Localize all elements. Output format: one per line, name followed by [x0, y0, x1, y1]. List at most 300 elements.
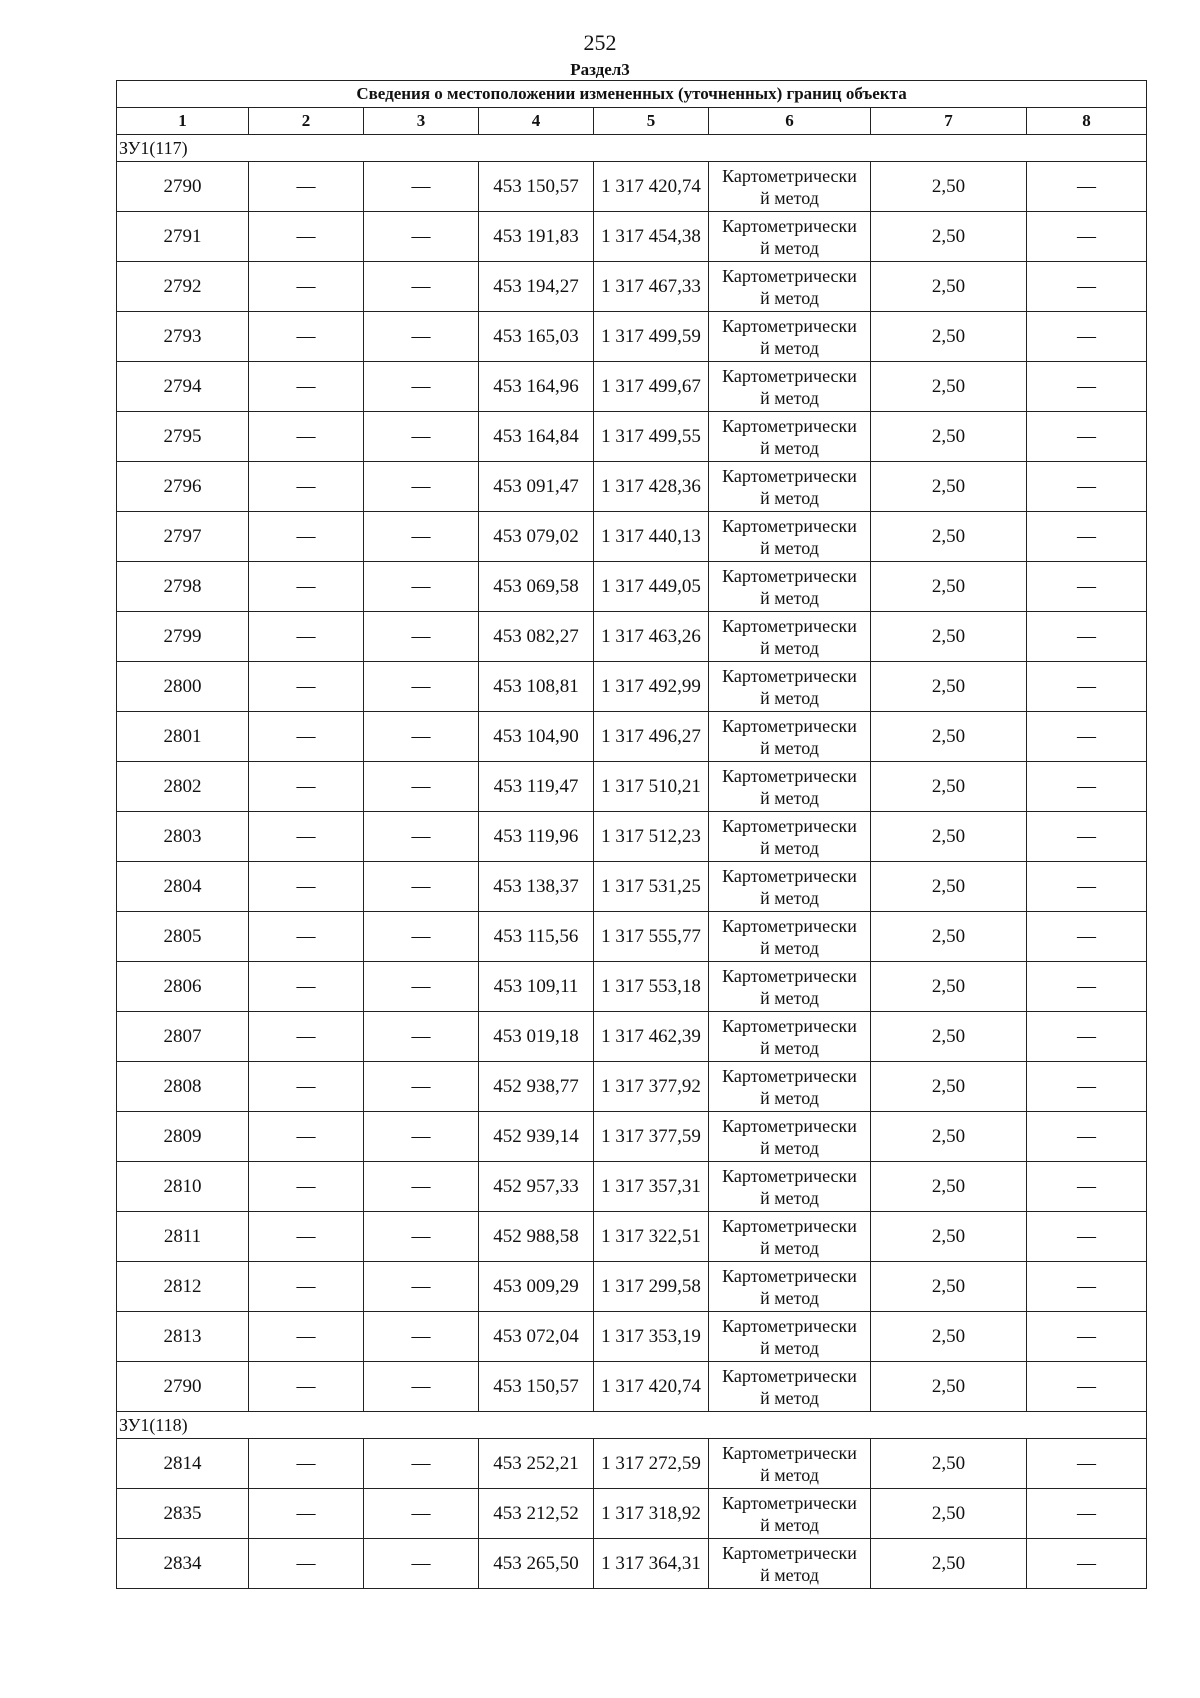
column-2-cell: —: [249, 262, 364, 312]
coordinate-x-cell: 453 091,47: [479, 462, 594, 512]
point-number-cell: 2790: [117, 162, 249, 212]
column-3-cell: —: [364, 1112, 479, 1162]
point-number-cell: 2804: [117, 862, 249, 912]
method-cell: [709, 1362, 871, 1412]
coordinate-x-cell: 453 138,37: [479, 862, 594, 912]
method-cell: [709, 962, 871, 1012]
method-cell: [709, 1439, 871, 1489]
method-cell: [709, 512, 871, 562]
coordinate-x-cell: 453 119,96: [479, 812, 594, 862]
coordinate-y-cell: 1 317 353,19: [594, 1312, 709, 1362]
table-row: [117, 412, 1147, 462]
method-line-2: й метод: [760, 1564, 819, 1585]
accuracy-cell: 2,50: [871, 1312, 1027, 1362]
column-header: 5: [594, 108, 709, 135]
column-3-cell: —: [364, 912, 479, 962]
column-8-cell: —: [1027, 762, 1147, 812]
column-header: 8: [1027, 108, 1147, 135]
coordinate-x-cell: 453 165,03: [479, 312, 594, 362]
method-cell: [709, 1062, 871, 1112]
group-row: [117, 1412, 1147, 1439]
coordinate-x-cell: 453 194,27: [479, 262, 594, 312]
column-8-cell: —: [1027, 1312, 1147, 1362]
table-row: [117, 812, 1147, 862]
point-number-cell: 2801: [117, 712, 249, 762]
method-line-1: Картометрически: [722, 1492, 857, 1513]
accuracy-cell: 2,50: [871, 712, 1027, 762]
method-line-2: й метод: [760, 1187, 819, 1208]
column-8-cell: —: [1027, 812, 1147, 862]
table-row: [117, 862, 1147, 912]
column-3-cell: —: [364, 1362, 479, 1412]
accuracy-cell: 2,50: [871, 562, 1027, 612]
coordinate-x-cell: 453 082,27: [479, 612, 594, 662]
column-3-cell: —: [364, 262, 479, 312]
column-8-cell: —: [1027, 1362, 1147, 1412]
column-3-cell: —: [364, 462, 479, 512]
method-line-1: Картометрически: [722, 1442, 857, 1463]
point-number-cell: 2798: [117, 562, 249, 612]
method-line-1: Картометрически: [722, 765, 857, 786]
coordinate-y-cell: 1 317 364,31: [594, 1539, 709, 1589]
method-line-2: й метод: [760, 187, 819, 208]
method-cell: [709, 1212, 871, 1262]
column-3-cell: —: [364, 662, 479, 712]
column-header: 1: [117, 108, 249, 135]
accuracy-cell: 2,50: [871, 1012, 1027, 1062]
column-3-cell: —: [364, 1312, 479, 1362]
table-row: [117, 1312, 1147, 1362]
table-row: [117, 1362, 1147, 1412]
column-2-cell: —: [249, 1162, 364, 1212]
point-number-cell: 2791: [117, 212, 249, 262]
column-3-cell: —: [364, 412, 479, 462]
column-8-cell: —: [1027, 612, 1147, 662]
accuracy-cell: 2,50: [871, 1539, 1027, 1589]
column-2-cell: —: [249, 662, 364, 712]
column-3-cell: —: [364, 612, 479, 662]
method-line-2: й метод: [760, 237, 819, 258]
point-number-cell: 2835: [117, 1489, 249, 1539]
method-cell: [709, 312, 871, 362]
method-line-1: Картометрически: [722, 1315, 857, 1336]
column-8-cell: —: [1027, 1262, 1147, 1312]
method-line-2: й метод: [760, 687, 819, 708]
method-cell: [709, 1539, 871, 1589]
method-line-1: Картометрически: [722, 315, 857, 336]
column-2-cell: —: [249, 1362, 364, 1412]
table-row: [117, 1439, 1147, 1489]
method-cell: [709, 1312, 871, 1362]
point-number-cell: 2797: [117, 512, 249, 562]
point-number-cell: 2814: [117, 1439, 249, 1489]
column-8-cell: —: [1027, 1062, 1147, 1112]
column-2-cell: —: [249, 912, 364, 962]
column-3-cell: —: [364, 1012, 479, 1062]
column-2-cell: —: [249, 162, 364, 212]
coordinate-x-cell: 452 938,77: [479, 1062, 594, 1112]
coordinate-x-cell: 453 150,57: [479, 162, 594, 212]
column-3-cell: —: [364, 1162, 479, 1212]
table-row: [117, 612, 1147, 662]
method-line-1: Картометрически: [722, 1165, 857, 1186]
method-line-1: Картометрически: [722, 815, 857, 836]
accuracy-cell: 2,50: [871, 512, 1027, 562]
method-cell: [709, 762, 871, 812]
column-8-cell: —: [1027, 1489, 1147, 1539]
coordinate-x-cell: 453 164,96: [479, 362, 594, 412]
column-3-cell: —: [364, 862, 479, 912]
method-cell: [709, 662, 871, 712]
column-3-cell: —: [364, 162, 479, 212]
accuracy-cell: 2,50: [871, 1362, 1027, 1412]
coordinate-y-cell: 1 317 377,59: [594, 1112, 709, 1162]
column-3-cell: —: [364, 962, 479, 1012]
coordinate-y-cell: 1 317 420,74: [594, 162, 709, 212]
column-2-cell: —: [249, 1262, 364, 1312]
column-8-cell: —: [1027, 1012, 1147, 1062]
table-row: [117, 962, 1147, 1012]
column-2-cell: —: [249, 1439, 364, 1489]
table-row: [117, 362, 1147, 412]
column-2-cell: —: [249, 1212, 364, 1262]
group-label: ЗУ1(118): [117, 1412, 1147, 1439]
coordinate-x-cell: 453 212,52: [479, 1489, 594, 1539]
method-cell: [709, 262, 871, 312]
method-line-2: й метод: [760, 437, 819, 458]
table-row: [117, 1112, 1147, 1162]
method-line-2: й метод: [760, 737, 819, 758]
coordinate-y-cell: 1 317 377,92: [594, 1062, 709, 1112]
coordinate-x-cell: 453 119,47: [479, 762, 594, 812]
column-2-cell: —: [249, 812, 364, 862]
method-cell: [709, 812, 871, 862]
coordinate-y-cell: 1 317 499,55: [594, 412, 709, 462]
column-2-cell: —: [249, 1312, 364, 1362]
point-number-cell: 2813: [117, 1312, 249, 1362]
table-row: [117, 262, 1147, 312]
column-3-cell: —: [364, 712, 479, 762]
accuracy-cell: 2,50: [871, 662, 1027, 712]
method-cell: [709, 1489, 871, 1539]
column-8-cell: —: [1027, 312, 1147, 362]
method-line-2: й метод: [760, 1387, 819, 1408]
point-number-cell: 2795: [117, 412, 249, 462]
accuracy-cell: 2,50: [871, 1489, 1027, 1539]
column-3-cell: —: [364, 1262, 479, 1312]
method-line-2: й метод: [760, 387, 819, 408]
coordinate-x-cell: 453 109,11: [479, 962, 594, 1012]
method-line-1: Картометрически: [722, 515, 857, 536]
column-8-cell: —: [1027, 262, 1147, 312]
accuracy-cell: 2,50: [871, 1439, 1027, 1489]
column-8-cell: —: [1027, 912, 1147, 962]
accuracy-cell: 2,50: [871, 362, 1027, 412]
method-cell: [709, 562, 871, 612]
coordinate-y-cell: 1 317 322,51: [594, 1212, 709, 1262]
accuracy-cell: 2,50: [871, 412, 1027, 462]
coordinates-table: [116, 80, 1147, 1589]
point-number-cell: 2808: [117, 1062, 249, 1112]
method-line-2: й метод: [760, 637, 819, 658]
point-number-cell: 2796: [117, 462, 249, 512]
table-row: [117, 212, 1147, 262]
column-2-cell: —: [249, 862, 364, 912]
method-line-1: Картометрически: [722, 465, 857, 486]
coordinate-y-cell: 1 317 454,38: [594, 212, 709, 262]
column-2-cell: —: [249, 1012, 364, 1062]
table-row: [117, 1262, 1147, 1312]
point-number-cell: 2793: [117, 312, 249, 362]
coordinate-x-cell: 453 164,84: [479, 412, 594, 462]
column-8-cell: —: [1027, 562, 1147, 612]
coordinate-y-cell: 1 317 499,59: [594, 312, 709, 362]
accuracy-cell: 2,50: [871, 212, 1027, 262]
coordinate-y-cell: 1 317 318,92: [594, 1489, 709, 1539]
method-line-2: й метод: [760, 287, 819, 308]
column-8-cell: —: [1027, 1112, 1147, 1162]
table-row: [117, 1062, 1147, 1112]
point-number-cell: 2805: [117, 912, 249, 962]
column-header: 3: [364, 108, 479, 135]
method-cell: [709, 1112, 871, 1162]
column-2-cell: —: [249, 362, 364, 412]
column-8-cell: —: [1027, 212, 1147, 262]
column-3-cell: —: [364, 562, 479, 612]
column-8-cell: —: [1027, 1212, 1147, 1262]
method-line-1: Картометрически: [722, 415, 857, 436]
column-3-cell: —: [364, 312, 479, 362]
table-row: [117, 712, 1147, 762]
coordinate-x-cell: 453 069,58: [479, 562, 594, 612]
column-2-cell: —: [249, 462, 364, 512]
page-number: 252: [583, 30, 617, 55]
accuracy-cell: 2,50: [871, 1212, 1027, 1262]
column-8-cell: —: [1027, 1439, 1147, 1489]
coordinate-x-cell: 453 009,29: [479, 1262, 594, 1312]
coordinate-x-cell: 453 191,83: [479, 212, 594, 262]
method-cell: [709, 862, 871, 912]
method-cell: [709, 412, 871, 462]
table-row: [117, 1539, 1147, 1589]
point-number-cell: 2807: [117, 1012, 249, 1062]
coordinate-x-cell: 453 072,04: [479, 1312, 594, 1362]
coordinate-x-cell: 452 988,58: [479, 1212, 594, 1262]
column-3-cell: —: [364, 1439, 479, 1489]
column-2-cell: —: [249, 1539, 364, 1589]
column-8-cell: —: [1027, 362, 1147, 412]
point-number-cell: 2794: [117, 362, 249, 412]
accuracy-cell: 2,50: [871, 862, 1027, 912]
column-3-cell: —: [364, 1489, 479, 1539]
method-line-2: й метод: [760, 587, 819, 608]
table-caption-row: [117, 81, 1147, 108]
method-line-1: Картометрически: [722, 1542, 857, 1563]
coordinate-x-cell: 453 019,18: [479, 1012, 594, 1062]
method-cell: [709, 712, 871, 762]
method-line-2: й метод: [760, 1037, 819, 1058]
coordinate-x-cell: 453 150,57: [479, 1362, 594, 1412]
method-cell: [709, 1262, 871, 1312]
column-8-cell: —: [1027, 862, 1147, 912]
method-line-1: Картометрически: [722, 915, 857, 936]
accuracy-cell: 2,50: [871, 262, 1027, 312]
method-line-2: й метод: [760, 1237, 819, 1258]
column-header: 2: [249, 108, 364, 135]
column-2-cell: —: [249, 562, 364, 612]
coordinate-x-cell: 453 115,56: [479, 912, 594, 962]
point-number-cell: 2803: [117, 812, 249, 862]
method-line-1: Картометрически: [722, 265, 857, 286]
method-line-1: Картометрически: [722, 665, 857, 686]
accuracy-cell: 2,50: [871, 162, 1027, 212]
coordinate-y-cell: 1 317 510,21: [594, 762, 709, 812]
column-2-cell: —: [249, 412, 364, 462]
coordinate-x-cell: 453 252,21: [479, 1439, 594, 1489]
method-line-2: й метод: [760, 1514, 819, 1535]
column-8-cell: —: [1027, 162, 1147, 212]
method-line-2: й метод: [760, 937, 819, 958]
coordinate-y-cell: 1 317 449,05: [594, 562, 709, 612]
point-number-cell: 2810: [117, 1162, 249, 1212]
column-2-cell: —: [249, 712, 364, 762]
group-row: [117, 135, 1147, 162]
method-cell: [709, 462, 871, 512]
column-2-cell: —: [249, 212, 364, 262]
method-line-2: й метод: [760, 787, 819, 808]
column-2-cell: —: [249, 962, 364, 1012]
coordinate-y-cell: 1 317 299,58: [594, 1262, 709, 1312]
column-2-cell: —: [249, 312, 364, 362]
coordinate-y-cell: 1 317 462,39: [594, 1012, 709, 1062]
method-line-1: Картометрически: [722, 1065, 857, 1086]
column-3-cell: —: [364, 812, 479, 862]
coordinate-y-cell: 1 317 531,25: [594, 862, 709, 912]
coordinate-y-cell: 1 317 467,33: [594, 262, 709, 312]
table-row: [117, 762, 1147, 812]
method-line-2: й метод: [760, 1464, 819, 1485]
method-line-1: Картометрически: [722, 1015, 857, 1036]
method-line-1: Картометрически: [722, 715, 857, 736]
point-number-cell: 2792: [117, 262, 249, 312]
table-row: [117, 312, 1147, 362]
point-number-cell: 2834: [117, 1539, 249, 1589]
coordinate-y-cell: 1 317 512,23: [594, 812, 709, 862]
point-number-cell: 2790: [117, 1362, 249, 1412]
table-row: [117, 1212, 1147, 1262]
coordinate-y-cell: 1 317 428,36: [594, 462, 709, 512]
method-line-2: й метод: [760, 487, 819, 508]
column-3-cell: —: [364, 1062, 479, 1112]
point-number-cell: 2806: [117, 962, 249, 1012]
coordinate-x-cell: 453 108,81: [479, 662, 594, 712]
method-line-2: й метод: [760, 1137, 819, 1158]
coordinate-y-cell: 1 317 272,59: [594, 1439, 709, 1489]
table-row: [117, 512, 1147, 562]
method-cell: [709, 1012, 871, 1062]
column-3-cell: —: [364, 1539, 479, 1589]
coordinate-x-cell: 453 079,02: [479, 512, 594, 562]
column-2-cell: —: [249, 1062, 364, 1112]
column-3-cell: —: [364, 212, 479, 262]
accuracy-cell: 2,50: [871, 812, 1027, 862]
column-2-cell: —: [249, 512, 364, 562]
column-3-cell: —: [364, 512, 479, 562]
column-8-cell: —: [1027, 412, 1147, 462]
point-number-cell: 2800: [117, 662, 249, 712]
method-line-1: Картометрически: [722, 1115, 857, 1136]
method-cell: [709, 612, 871, 662]
accuracy-cell: 2,50: [871, 612, 1027, 662]
table-row: [117, 162, 1147, 212]
method-line-2: й метод: [760, 1287, 819, 1308]
method-line-1: Картометрически: [722, 1265, 857, 1286]
coordinate-y-cell: 1 317 463,26: [594, 612, 709, 662]
column-header: 7: [871, 108, 1027, 135]
accuracy-cell: 2,50: [871, 462, 1027, 512]
accuracy-cell: 2,50: [871, 1162, 1027, 1212]
method-line-1: Картометрически: [722, 215, 857, 236]
method-line-2: й метод: [760, 337, 819, 358]
table-row: [117, 1489, 1147, 1539]
column-2-cell: —: [249, 612, 364, 662]
method-cell: [709, 162, 871, 212]
column-2-cell: —: [249, 1112, 364, 1162]
coordinate-x-cell: 453 265,50: [479, 1539, 594, 1589]
coordinate-x-cell: 452 957,33: [479, 1162, 594, 1212]
accuracy-cell: 2,50: [871, 1062, 1027, 1112]
method-cell: [709, 1162, 871, 1212]
table-row: [117, 912, 1147, 962]
table-row: [117, 562, 1147, 612]
method-cell: [709, 912, 871, 962]
accuracy-cell: 2,50: [871, 962, 1027, 1012]
table-row: [117, 462, 1147, 512]
column-2-cell: —: [249, 762, 364, 812]
column-8-cell: —: [1027, 1539, 1147, 1589]
method-line-1: Картометрически: [722, 365, 857, 386]
point-number-cell: 2809: [117, 1112, 249, 1162]
point-number-cell: 2802: [117, 762, 249, 812]
point-number-cell: 2812: [117, 1262, 249, 1312]
method-line-2: й метод: [760, 1087, 819, 1108]
column-8-cell: —: [1027, 962, 1147, 1012]
coordinate-y-cell: 1 317 420,74: [594, 1362, 709, 1412]
coordinate-x-cell: 452 939,14: [479, 1112, 594, 1162]
coordinate-y-cell: 1 317 357,31: [594, 1162, 709, 1212]
table-body: [117, 135, 1147, 1589]
column-8-cell: —: [1027, 662, 1147, 712]
method-line-2: й метод: [760, 887, 819, 908]
method-line-1: Картометрически: [722, 865, 857, 886]
point-number-cell: 2811: [117, 1212, 249, 1262]
accuracy-cell: 2,50: [871, 912, 1027, 962]
method-line-2: й метод: [760, 1337, 819, 1358]
column-3-cell: —: [364, 362, 479, 412]
method-line-1: Картометрически: [722, 565, 857, 586]
column-8-cell: —: [1027, 1162, 1147, 1212]
method-line-1: Картометрически: [722, 615, 857, 636]
table-row: [117, 662, 1147, 712]
coordinate-y-cell: 1 317 499,67: [594, 362, 709, 412]
column-8-cell: —: [1027, 512, 1147, 562]
table-row: [117, 1162, 1147, 1212]
column-3-cell: —: [364, 1212, 479, 1262]
column-header: 6: [709, 108, 871, 135]
coordinate-y-cell: 1 317 440,13: [594, 512, 709, 562]
method-line-1: Картометрически: [722, 965, 857, 986]
accuracy-cell: 2,50: [871, 762, 1027, 812]
